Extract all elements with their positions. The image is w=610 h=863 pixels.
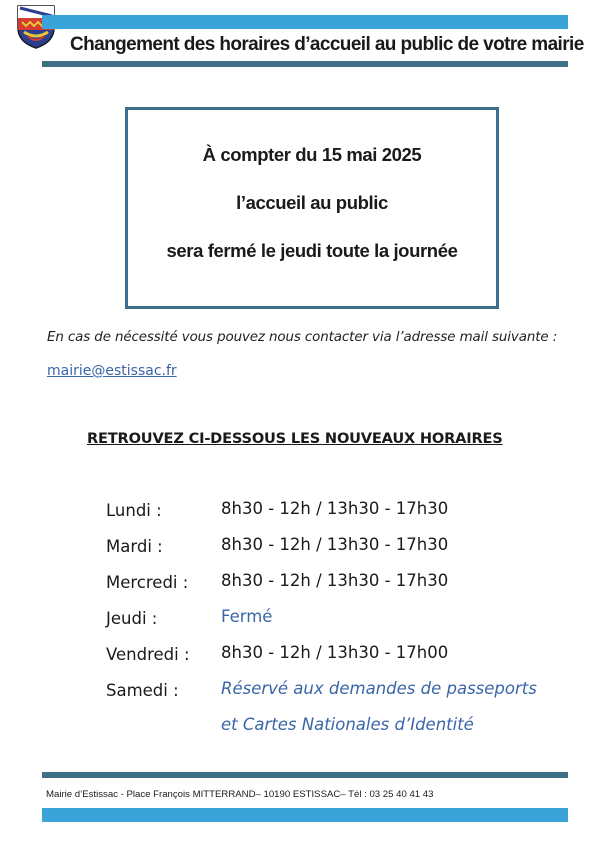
header-bottom-bar: [42, 61, 568, 67]
day-label-friday: Vendredi :: [106, 645, 190, 664]
hours-friday: 8h30 - 12h / 13h30 - 17h00: [221, 643, 449, 662]
day-label-wednesday: Mercredi :: [106, 573, 189, 592]
hours-thursday: Fermé: [221, 607, 273, 626]
page-title: Changement des horaires d’accueil au public de votre mairie: [70, 34, 584, 55]
email-link[interactable]: mairie@estissac.fr: [47, 363, 177, 379]
hours-saturday: Réservé aux demandes de passeports: [221, 679, 537, 698]
day-label-tuesday: Mardi :: [106, 537, 163, 556]
hours-tuesday: 8h30 - 12h / 13h30 - 17h30: [221, 535, 449, 554]
hours-saturday-line2: et Cartes Nationales d’Identité: [221, 715, 474, 734]
day-label-thursday: Jeudi :: [106, 609, 158, 628]
notice-box: [125, 107, 499, 309]
notice-date-line: À compter du 15 mai 2025: [202, 144, 422, 165]
notice-closure-line: sera fermé le jeudi toute la journée: [166, 240, 458, 261]
day-label-monday: Lundi :: [106, 501, 162, 520]
hours-monday: 8h30 - 12h / 13h30 - 17h30: [221, 499, 449, 518]
contact-text: En cas de nécessité vous pouvez nous contacter via l’adresse mail suivante :: [47, 330, 558, 345]
schedule-heading: RETROUVEZ CI-DESSOUS LES NOUVEAUX HORAIRES: [87, 430, 503, 447]
footer-top-bar: [42, 772, 568, 778]
footer-bottom-bar: [42, 808, 568, 822]
footer-address: Mairie d’Estissac - Place François MITTERRAND– 10190 ESTISSAC– Tél : 03 25 40 41 43: [46, 789, 434, 800]
hours-wednesday: 8h30 - 12h / 13h30 - 17h30: [221, 571, 449, 590]
header-top-bar: [42, 15, 568, 29]
notice-subject-line: l’accueil au public: [236, 192, 388, 213]
day-label-saturday: Samedi :: [106, 681, 179, 700]
